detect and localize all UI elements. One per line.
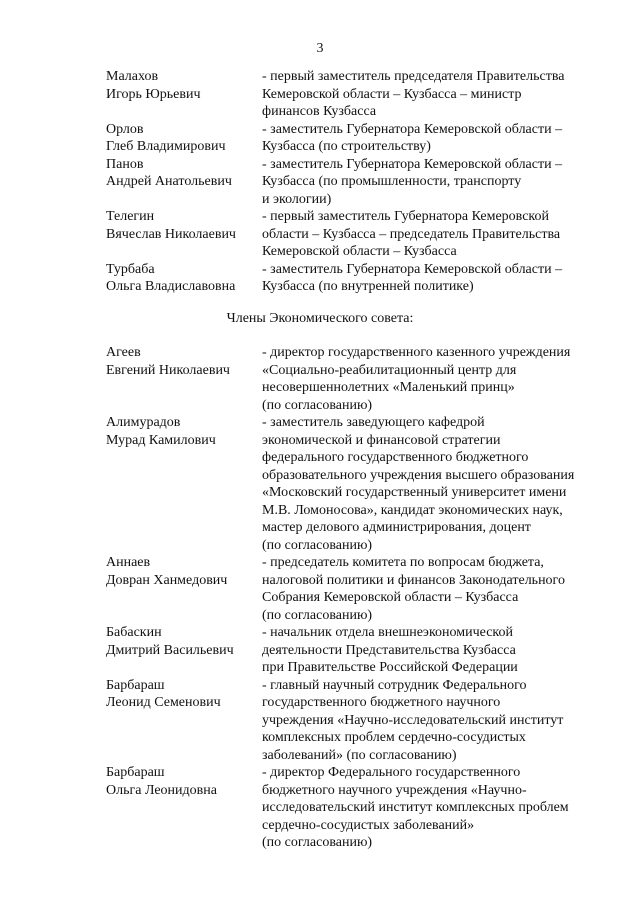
person-position-line: - заместитель Губернатора Кемеровской области – (262, 156, 563, 172)
person-entry (106, 121, 606, 156)
person-name (106, 677, 262, 765)
person-name-line: Аннаев (106, 555, 151, 570)
person-position (262, 624, 606, 677)
person-position-line: сердечно-сосудистых заболеваний» (262, 817, 475, 833)
person-name-line: Андрей Анатольевич (106, 174, 232, 189)
person-position-line: финансов Кузбасса (262, 104, 377, 119)
person-position-line: бюджетного научного учреждения «Научно- (262, 782, 527, 798)
person-position-line: Кемеровской области – Кузбасса (262, 244, 457, 259)
person-position-line: (по согласованию) (262, 835, 373, 850)
person-name-line: Малахов (106, 69, 159, 84)
person-position-line: государственного бюджетного научного (262, 695, 501, 710)
person-entry (106, 208, 606, 261)
person-name-line: Вячеслав Николаевич (106, 226, 236, 242)
person-position-line: М.В. Ломоносова», кандидат экономических наук, (262, 502, 563, 518)
person-name-line: Евгений Николаевич (106, 362, 230, 378)
person-position-line: - первый заместитель председателя Правительства (262, 69, 565, 84)
person-position-line: заболеваний» (по согласованию) (262, 747, 457, 763)
leadership-list (106, 68, 606, 296)
person-position-line: Кемеровской области – Кузбасса – министр (262, 86, 522, 102)
person-name (106, 68, 262, 121)
person-name-line: Довран Ханмедович (106, 572, 228, 588)
person-entry (106, 156, 606, 209)
person-position-line: федерального государственного бюджетного (262, 450, 529, 465)
person-position-line: налоговой политики и финансов Законодательного (262, 572, 565, 588)
person-name-line: Барбараш (106, 765, 165, 780)
person-position-line: - начальник отдела внешнеэкономической (262, 625, 514, 640)
person-position-line: (по согласованию) (262, 397, 373, 413)
person-position-line: деятельности Представительства Кузбасса (262, 642, 516, 658)
members-list (106, 344, 606, 852)
person-position-line: - заместитель заведующего кафедрой (262, 415, 485, 430)
person-position-line: образовательного учреждения высшего образования (262, 467, 575, 483)
person-entry (106, 68, 606, 121)
person-position (262, 764, 606, 852)
person-position-line: исследовательский институт комплексных проблем (262, 800, 569, 815)
person-entry (106, 344, 606, 414)
page-number: 3 (316, 41, 324, 56)
person-position-line: при Правительстве Российской Федерации (262, 660, 518, 675)
person-entry (106, 677, 606, 765)
person-name-line: Алимурадов (106, 415, 181, 430)
person-position-line: учреждения «Научно-исследовательский институт (262, 712, 564, 728)
person-position-line: комплексных проблем сердечно-сосудистых (262, 730, 526, 745)
person-position (262, 156, 606, 209)
person-entry (106, 414, 606, 554)
person-name (106, 414, 262, 554)
person-position-line: «Социально-реабилитационный центр для (262, 362, 517, 378)
person-position-line: экономической и финансовой стратегии (262, 432, 501, 448)
person-position (262, 68, 606, 121)
person-position-line: несовершеннолетних «Маленький принц» (262, 380, 515, 395)
person-name (106, 156, 262, 209)
person-name (106, 624, 262, 677)
person-name-line: Игорь Юрьевич (106, 86, 201, 102)
person-position-line: мастер делового администрирования, доцент (262, 520, 531, 535)
person-position-line: - директор государственного казенного учреждения (262, 345, 571, 360)
person-entry (106, 554, 606, 624)
person-name-line: Турбаба (106, 261, 155, 277)
person-position-line: Кузбасса (по промышленности, транспорту (262, 174, 522, 189)
person-position-line: - заместитель Губернатора Кемеровской области – (262, 261, 563, 277)
person-entry (106, 764, 606, 852)
person-name-line: Панов (106, 156, 144, 172)
person-position-line: области – Кузбасса – председатель Правительства (262, 226, 561, 242)
person-position (262, 414, 606, 554)
person-name (106, 121, 262, 156)
person-name-line: Орлов (106, 121, 144, 137)
person-name-line: Ольга Леонидовна (106, 782, 217, 798)
person-name-line: Мурад Камилович (106, 432, 216, 448)
person-name-line: Ольга Владиславовна (106, 279, 236, 294)
person-name (106, 764, 262, 852)
person-position-line: - главный научный сотрудник Федерального (262, 677, 527, 693)
person-position-line: - первый заместитель Губернатора Кемеровской (262, 209, 550, 224)
person-position (262, 261, 606, 296)
person-position (262, 677, 606, 765)
person-name-line: Барбараш (106, 677, 165, 693)
person-name-line: Телегин (106, 209, 155, 224)
person-position (262, 208, 606, 261)
person-name (106, 261, 262, 296)
person-position-line: Кузбасса (по строительству) (262, 139, 431, 154)
person-position (262, 344, 606, 414)
person-position (262, 554, 606, 624)
person-name (106, 344, 262, 414)
person-position-line: и экологии) (262, 191, 332, 207)
person-name-line: Глеб Владимирович (106, 139, 226, 154)
person-entry (106, 624, 606, 677)
person-position-line: (по согласованию) (262, 537, 373, 553)
person-position-line: (по согласованию) (262, 607, 373, 623)
person-name (106, 554, 262, 624)
person-position-line: Собрания Кемеровской области – Кузбасса (262, 590, 519, 605)
person-name-line: Дмитрий Васильевич (106, 642, 234, 658)
person-name-line: Леонид Семенович (106, 695, 221, 710)
person-position-line: - председатель комитета по вопросам бюджета, (262, 555, 544, 570)
person-position-line: Кузбасса (по внутренней политике) (262, 279, 474, 294)
person-name-line: Бабаскин (106, 625, 162, 640)
person-entry (106, 261, 606, 296)
person-position-line: - заместитель Губернатора Кемеровской области – (262, 121, 563, 137)
person-name (106, 208, 262, 261)
person-name-line: Агеев (106, 345, 141, 360)
person-position-line: «Московский государственный университет имени (262, 485, 567, 500)
person-position (262, 121, 606, 156)
person-position-line: - директор Федерального государственного (262, 765, 521, 780)
members-heading: Члены Экономического совета: (226, 311, 414, 326)
